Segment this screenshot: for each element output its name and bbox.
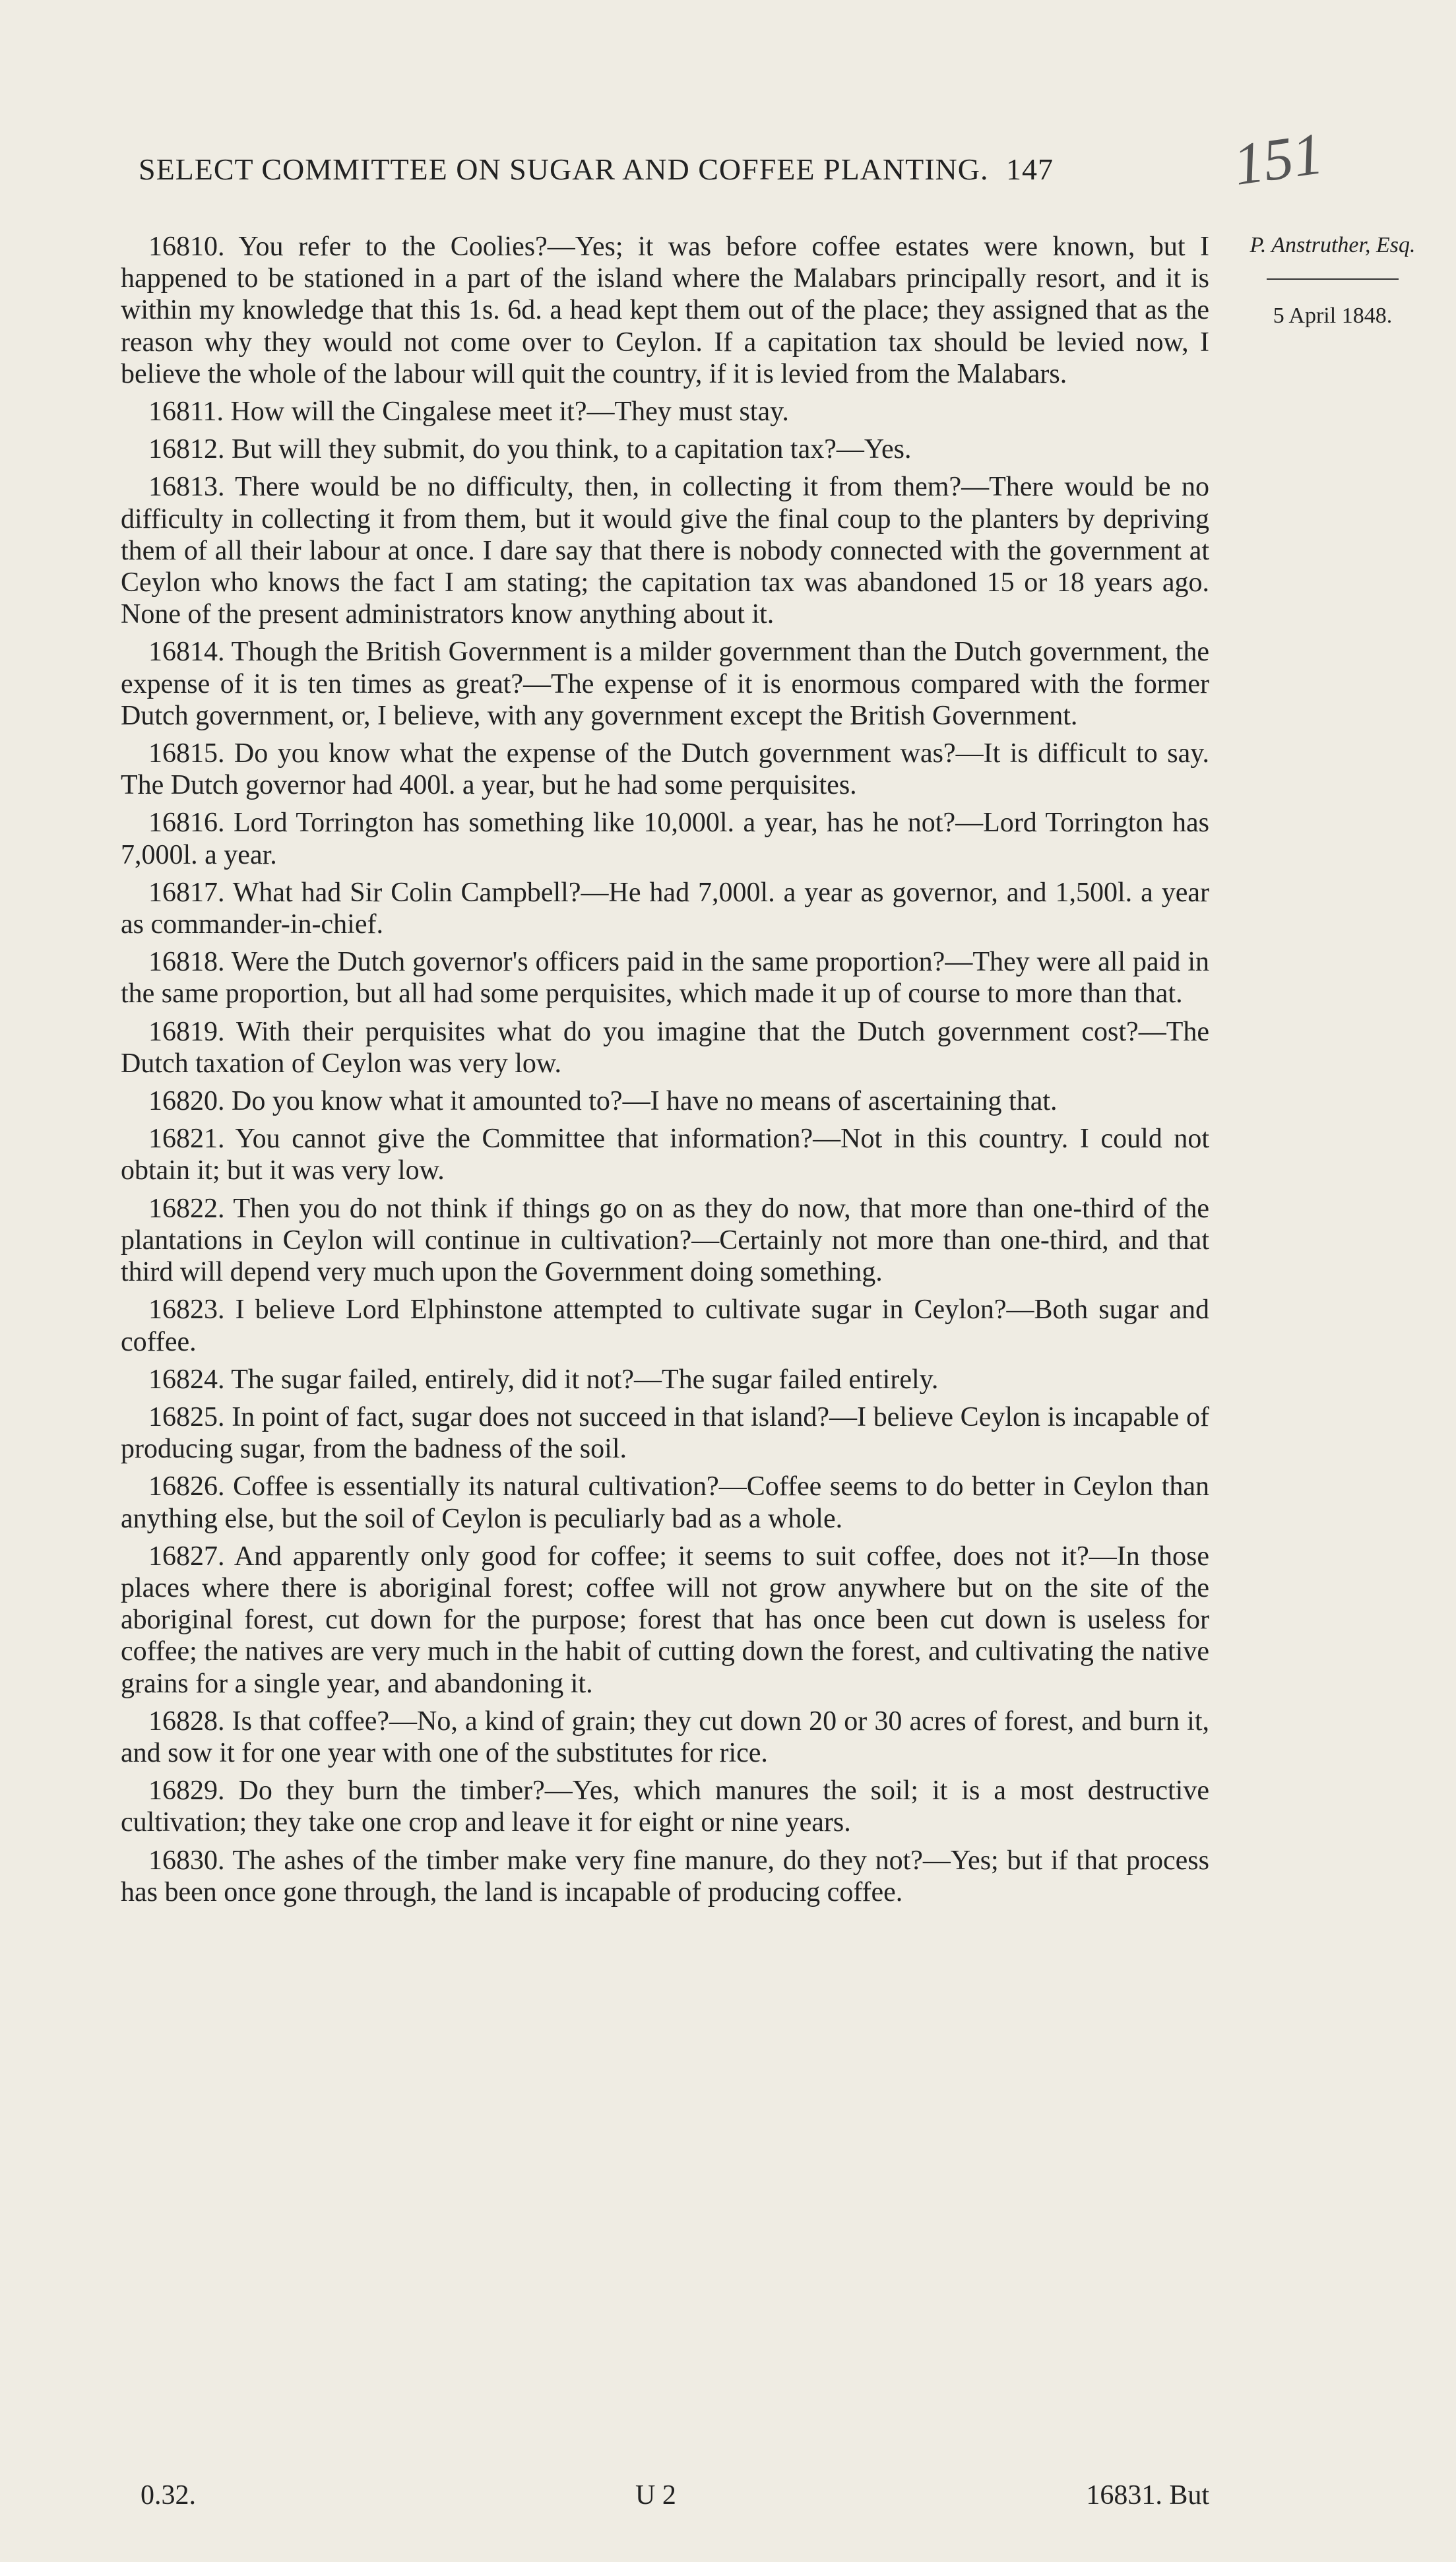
testimony-paragraph: 16813. There would be no difficulty, then, in collecting it from them?—There would be no difficulty in collecting it from them, but it would give the final coup to the planters by depriving them of all their labour at once. I dare say that there is nobody connected with the government at Ceylon who knows the fact I am stating; the capitation tax was abandoned 15 or 18 years ago. None of the present administrators know anything about it.	[121, 472, 1209, 630]
testimony-paragraph: 16815. Do you know what the expense of the Dutch government was?—It is difficult to say. The Dutch governor had 400l. a year, but he had some perquisites.	[121, 738, 1209, 801]
testimony-paragraph: 16828. Is that coffee?—No, a kind of grain; they cut down 20 or 30 acres of forest, and burn it, and sow it for one year with one of the substitutes for rice.	[121, 1706, 1209, 1768]
testimony-paragraph: 16826. Coffee is essentially its natural cultivation?—Coffee seems to do better in Ceylon than anything else, but the soil of Ceylon is peculiarly bad as a whole.	[121, 1471, 1209, 1534]
handwritten-folio-number: 151	[1229, 121, 1327, 198]
page-header	[139, 152, 1207, 187]
testimony-paragraph: 16811. How will the Cingalese meet it?—They must stay.	[148, 397, 789, 428]
testimony-paragraph: 16825. In point of fact, sugar does not succeed in that island?—I believe Ceylon is incapable of producing sugar, from the badness of the soil.	[121, 1401, 1209, 1465]
testimony-paragraph: 16817. What had Sir Colin Campbell?—He had 7,000l. a year as governor, and 1,500l. a year as commander-in-chief.	[121, 877, 1209, 940]
testimony-paragraph: 16821. You cannot give the Committee that information?—Not in this country. I could not obtain it; but it was very low.	[121, 1124, 1209, 1186]
signature-mark: U 2	[635, 2480, 676, 2511]
testimony-paragraph: 16829. Do they burn the timber?—Yes, which manures the soil; it is a most destructive cultivation; they take one crop and leave it for eight or nine years.	[121, 1776, 1209, 1838]
testimony-paragraph: 16822. Then you do not think if things go on as they do now, that more than one-third of the plantations in Ceylon will continue in cultivation?—Certainly not more than one-third, and that third will depend very much upon the Government doing something.	[121, 1193, 1209, 1288]
testimony-paragraph: 16812. But will they submit, do you think, to a capitation tax?—Yes.	[148, 434, 912, 465]
testimony-paragraph: 16819. With their perquisites what do you imagine that the Dutch government cost?—The Dutch taxation of Ceylon was very low.	[121, 1016, 1209, 1079]
testimony-date: 5 April 1848.	[1273, 304, 1393, 328]
page-footer	[121, 2480, 1209, 2519]
testimony-paragraph: 16830. The ashes of the timber make very fine manure, do they not?—Yes; but if that process has been once gone through, the land is incapable of producing coffee.	[121, 1845, 1209, 1907]
testimony-paragraph: 16820. Do you know what it amounted to?—I have no means of ascertaining that.	[148, 1086, 1058, 1117]
page-number: 147	[1005, 152, 1054, 186]
side-rule	[1267, 278, 1399, 280]
footer-number: 0.32.	[141, 2480, 196, 2511]
testimony-paragraph: 16814. Though the British Government is a milder government than the Dutch government, the expense of it is ten times as great?—The expense of it is enormous compared with the former Dutch government, or, I believe, with any government except the British Government.	[121, 637, 1209, 731]
testimony-paragraph: 16816. Lord Torrington has something like 10,000l. a year, has he not?—Lord Torrington has 7,000l. a year.	[121, 808, 1209, 870]
testimony-paragraph: 16810. You refer to the Coolies?—Yes; it was before coffee estates were known, but I happened to be stationed in a part of the island where the Malabars principally resort, and it is within my knowledge that this 1s. 6d. a head kept them out of the place; they assigned that as the reason why they would not come over to Ceylon. If a capitation tax should be levied now, I believe the whole of the labour will quit the country, if it is levied from the Malabars.	[121, 232, 1209, 389]
catchword: 16831. But	[1086, 2480, 1209, 2511]
testimony-paragraph: 16823. I believe Lord Elphinstone attempted to cultivate sugar in Ceylon?—Both sugar and coffee.	[121, 1295, 1209, 1357]
testimony-paragraph: 16824. The sugar failed, entirely, did it not?—The sugar failed entirely.	[148, 1364, 939, 1395]
testimony-body	[121, 231, 1209, 1914]
running-title: SELECT COMMITTEE ON SUGAR AND COFFEE PLANTING.	[139, 152, 989, 186]
testimony-paragraph: 16818. Were the Dutch governor's officers paid in the same proportion?—They were all paid in the same proportion, but all had some perquisites, which made it up of course to more than that.	[121, 947, 1209, 1009]
witness-name: P. Anstruther, Esq.	[1250, 233, 1416, 257]
testimony-paragraph: 16827. And apparently only good for coffee; it seems to suit coffee, does not it?—In those places where there is aboriginal forest; coffee will not grow anywhere but on the site of the aboriginal forest, cut down for the purpose; forest that has once been cut down is useless for coffee; the natives are very much in the habit of cutting down the forest, and cultivating the native grains for a single year, and abandoning it.	[121, 1541, 1209, 1699]
side-note	[1234, 231, 1432, 329]
